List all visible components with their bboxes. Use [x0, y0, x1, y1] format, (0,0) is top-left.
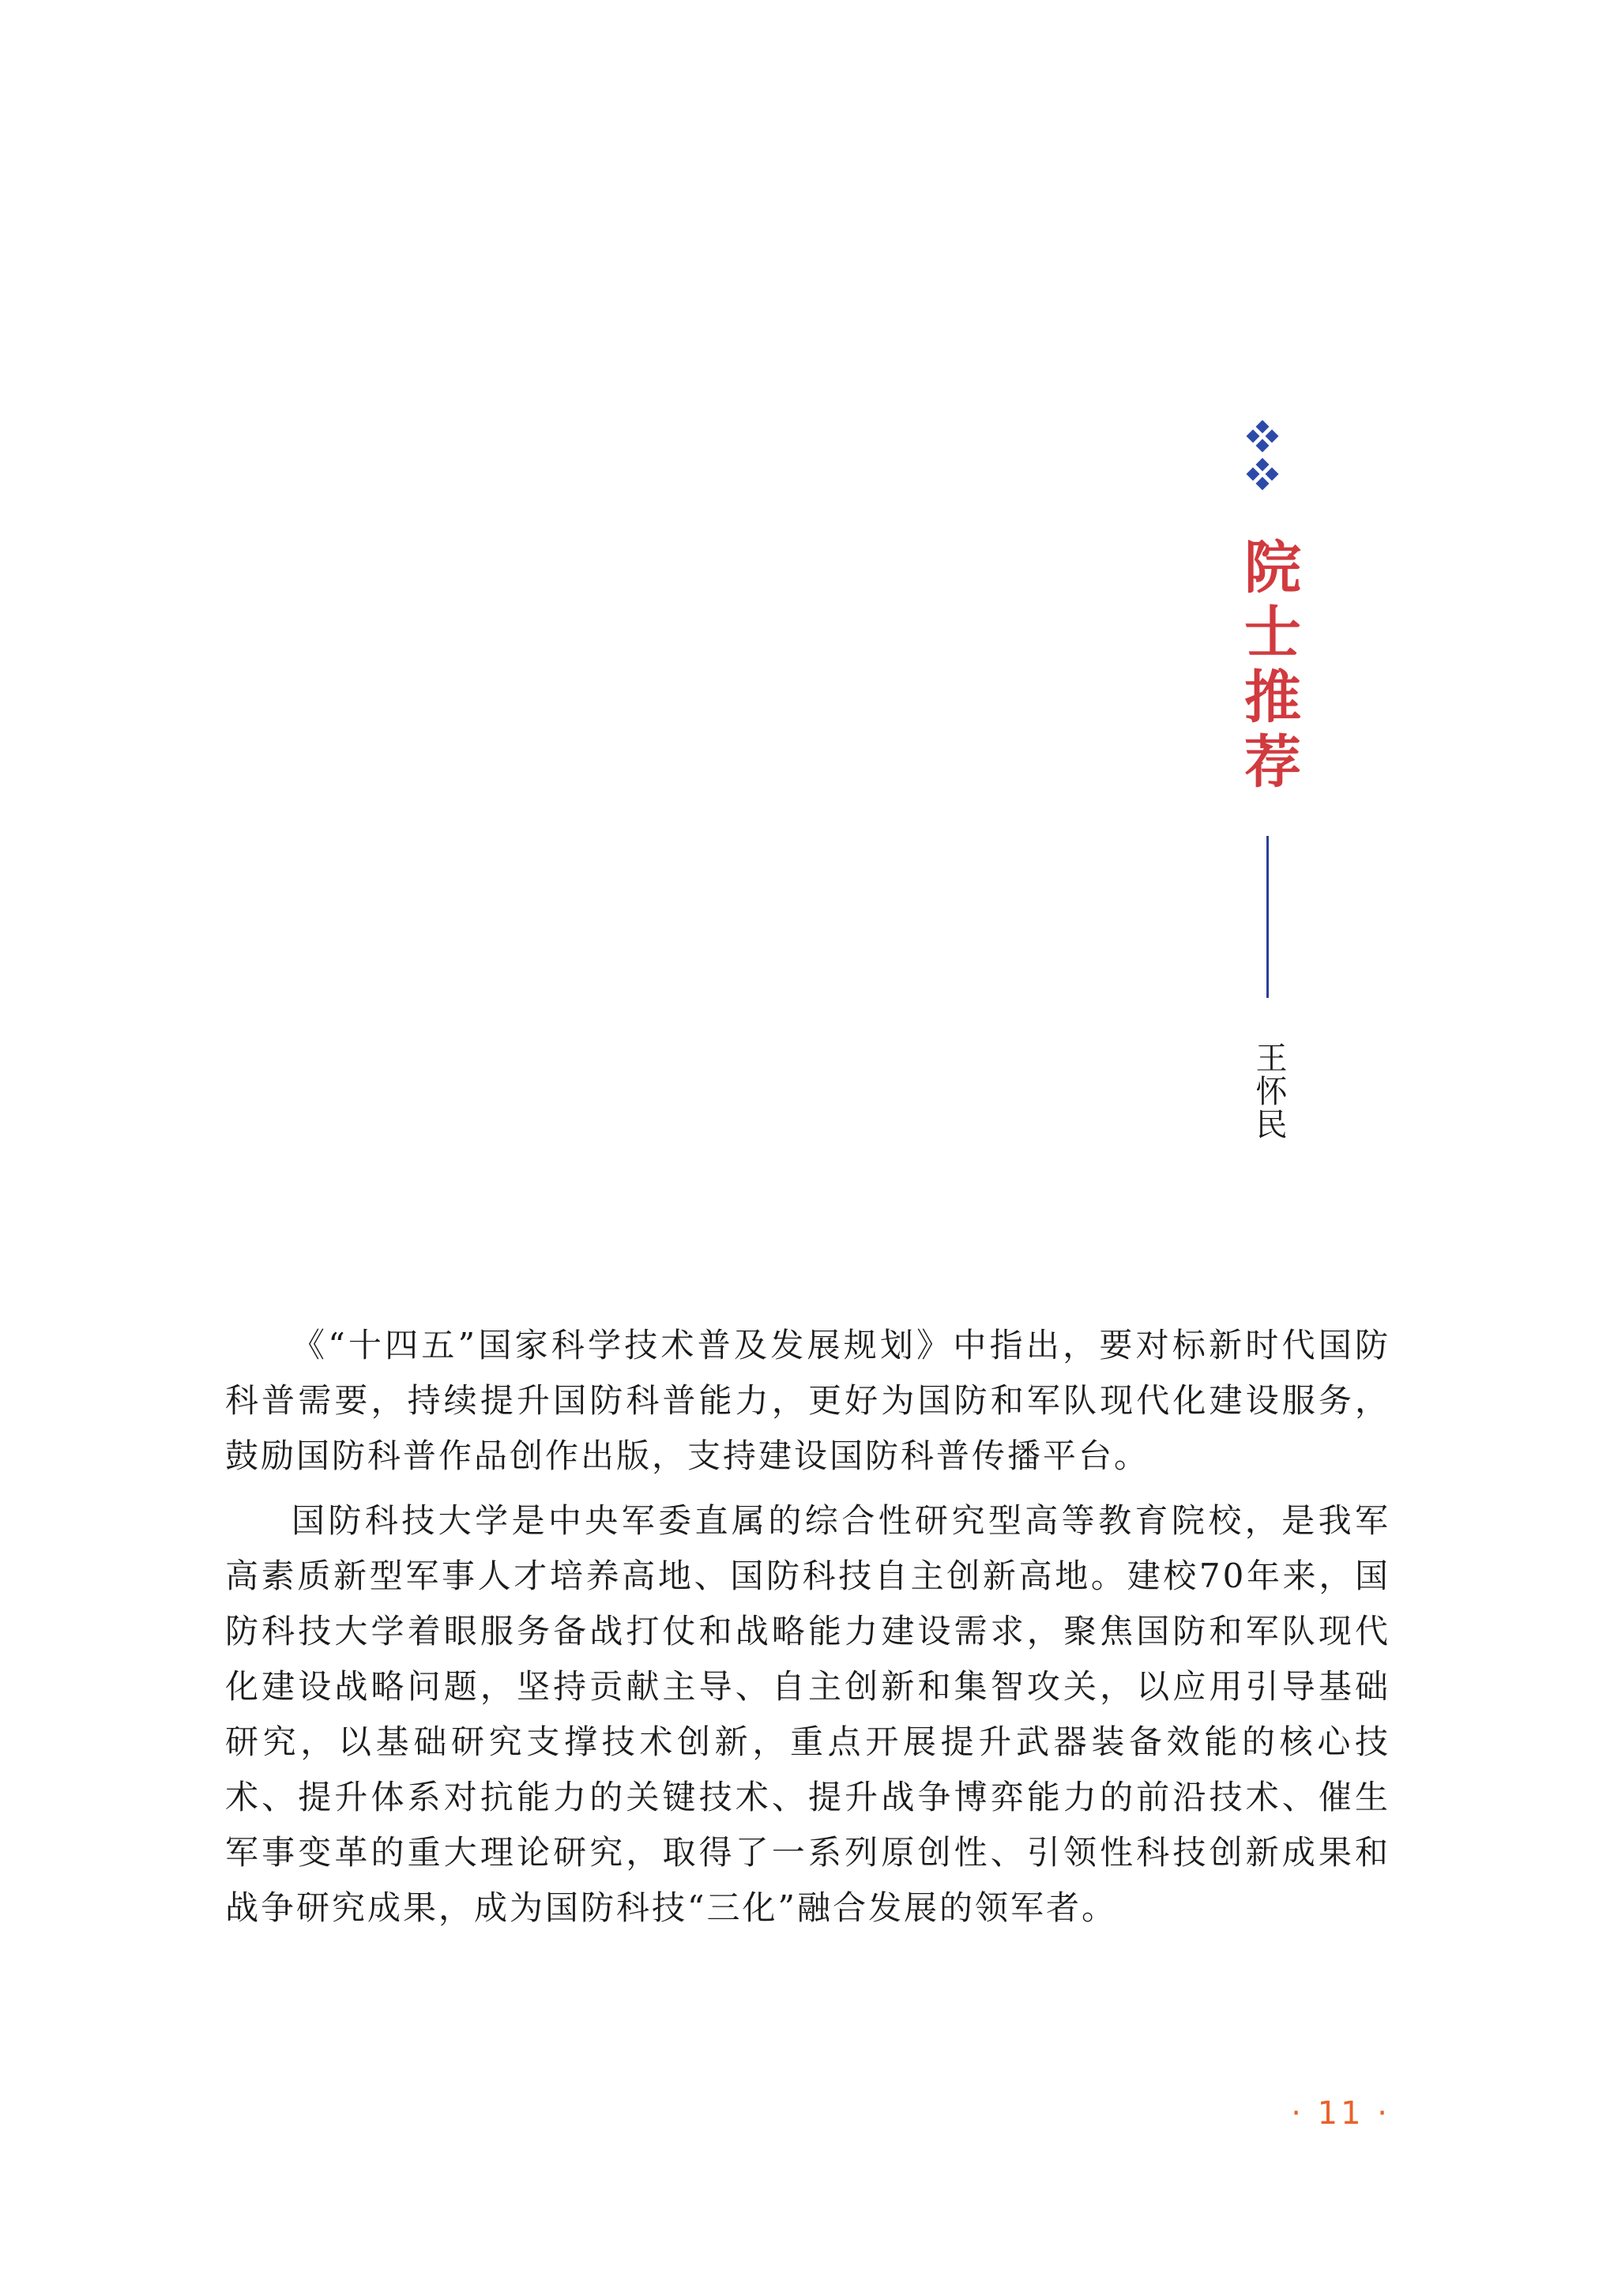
diamond-cluster-icon: [1239, 420, 1286, 515]
page-number: · 11 ·: [1291, 2095, 1390, 2132]
paragraph-2: 国防科技大学是中央军委直属的综合性研究型高等教育院校，是我军高素质新型军事人才培养高地、国防科技自主创新高地。建校70年来，国防科技大学着眼服务备战打仗和战略能力建设需求，聚焦国防和军队现代化建设战略问题，坚持贡献主导、自主创新和集智攻关，以应用引导基础研究，以基础研究支撑技术创新，重点开展提升武器装备效能的核心技术、提升体系对抗能力的关键技术、提升战争博弈能力的前沿技术、催生军事变革的重大理论研究，取得了一系列原创性、引领性科技创新成果和战争研究成果，成为国防科技“三化”融合发展的领军者。: [225, 1501, 1390, 1927]
paragraph-1: 《“十四五”国家科学技术普及发展规划》中指出，要对标新时代国防科普需要，持续提升国防科普能力，更好为国防和军队现代化建设服务，鼓励国防科普作品创作出版，支持建设国防科普传播平台。: [225, 1326, 1390, 1475]
author-name: 王怀民: [1251, 1041, 1287, 1141]
section-heading: 院士推荐: [1235, 537, 1302, 796]
body-text: [225, 1318, 1390, 1945]
vertical-divider: [1266, 836, 1269, 998]
